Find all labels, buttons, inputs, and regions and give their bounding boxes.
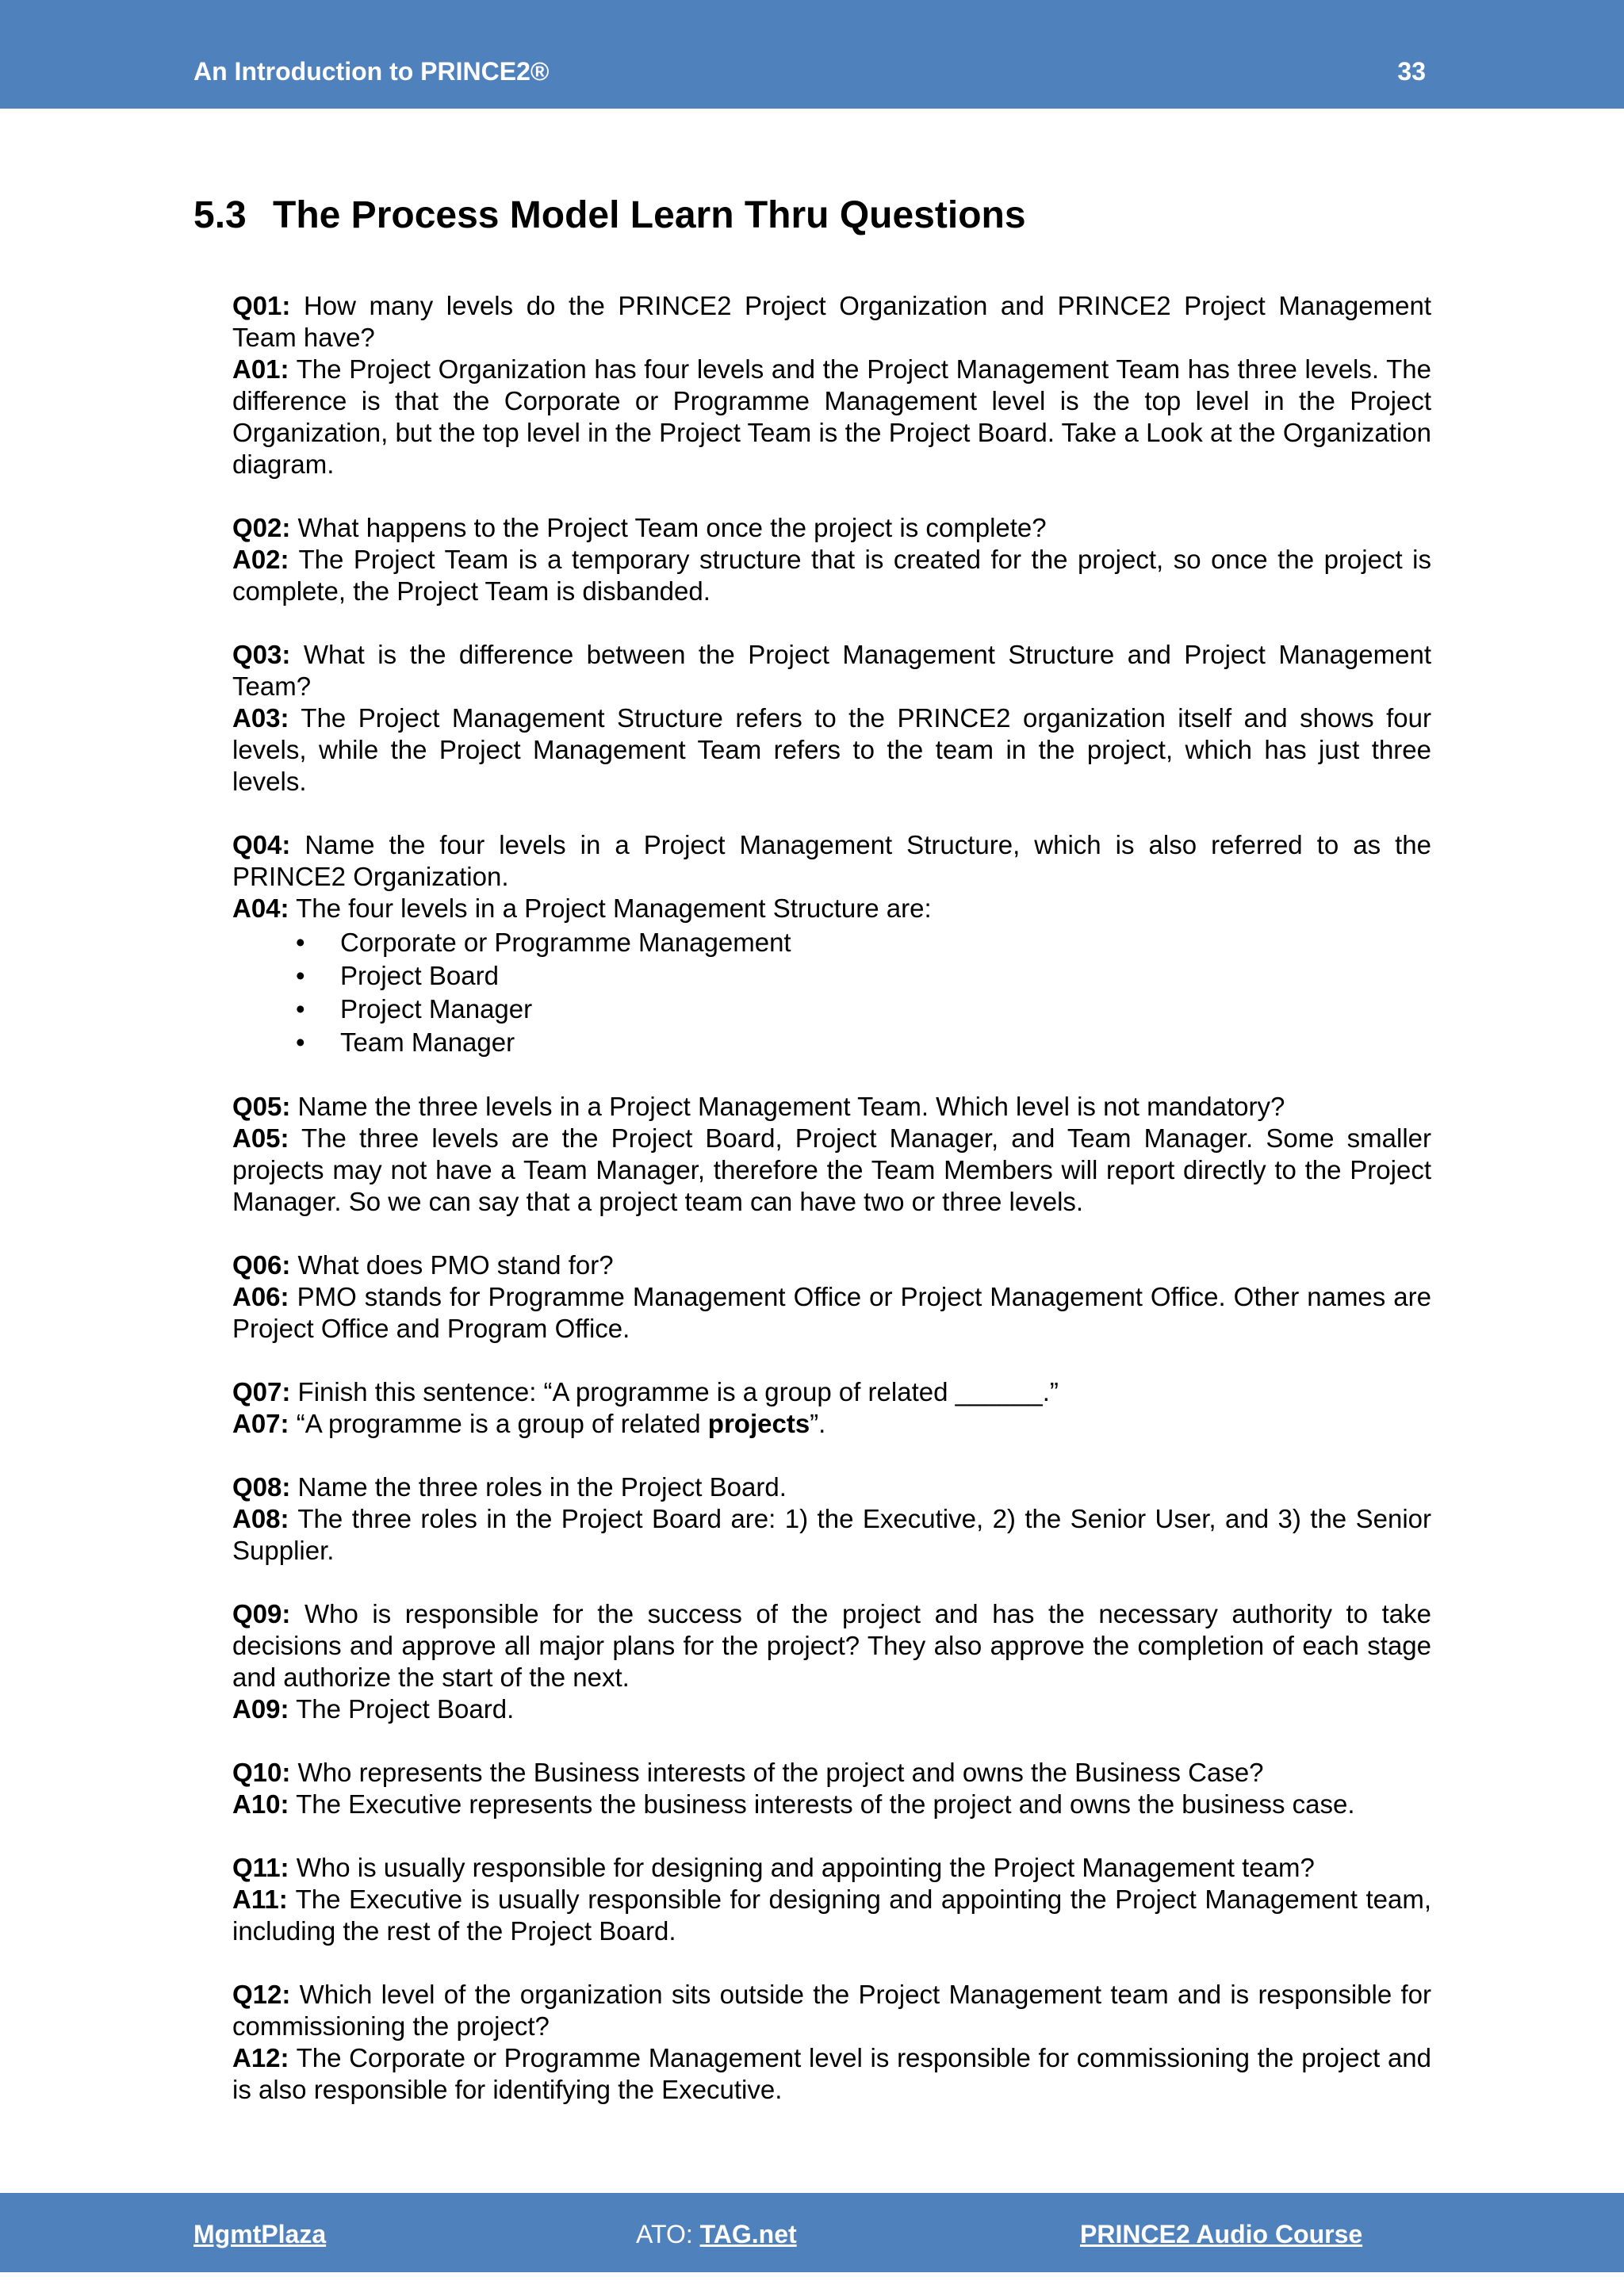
question-02 <box>232 512 1431 544</box>
answer-emphasis: projects <box>707 1409 810 1438</box>
list-item-text: Corporate or Programme Management <box>340 928 791 957</box>
answer-label: A11: <box>232 1885 288 1914</box>
question-text: Who is usually responsible for designing and appointing the Project Management team? <box>296 1853 1315 1882</box>
question-text: Who represents the Business interests of the project and owns the Business Case? <box>297 1758 1264 1787</box>
answer-10 <box>232 1789 1431 1820</box>
answer-label: A07: <box>232 1409 289 1438</box>
ato-credit <box>636 2218 797 2250</box>
question-label: Q07: <box>232 1377 291 1406</box>
answer-text: The Project Team is a temporary structure that is created for the project, so once the project is complete, the Project Team is disbanded. <box>232 545 1431 606</box>
list-item <box>232 1026 1431 1059</box>
question-text: What does PMO stand for? <box>297 1250 614 1280</box>
question-text: Finish this sentence: “A programme is a group of related ______.” <box>297 1377 1059 1406</box>
qa-item-03 <box>232 639 1431 798</box>
question-label: Q03: <box>232 640 291 669</box>
qa-item-07 <box>232 1376 1431 1440</box>
question-label: Q12: <box>232 1980 291 2009</box>
question-03 <box>232 639 1431 702</box>
answer-09 <box>232 1693 1431 1725</box>
answer-04 <box>232 893 1431 924</box>
question-label: Q11: <box>232 1853 289 1882</box>
answer-label: A12: <box>232 2043 289 2072</box>
answer-05 <box>232 1123 1431 1218</box>
header-title: An Introduction to PRINCE2® <box>193 57 550 86</box>
question-text: Which level of the organization sits outside the Project Management team and is responsible for commissioning the project? <box>232 1980 1432 2041</box>
question-text: Who is responsible for the success of the project and has the necessary authority to take decisions and approve all major plans for the project? They also approve the completion of each stage and authorize the start of the next. <box>232 1599 1431 1692</box>
qa-item-06 <box>232 1249 1431 1345</box>
list-item-text: Project Board <box>340 961 499 990</box>
question-09 <box>232 1598 1431 1693</box>
answer-07 <box>232 1408 1431 1440</box>
section-title: The Process Model Learn Thru Questions <box>273 194 1026 236</box>
tag-net-link[interactable]: TAG.net <box>699 2220 797 2248</box>
page-number: 33 <box>1397 57 1426 86</box>
question-text: Name the three levels in a Project Management Team. Which level is not mandatory? <box>297 1092 1285 1121</box>
answer-label: A08: <box>232 1504 289 1533</box>
question-text: Name the four levels in a Project Management Structure, which is also referred to as the PRINCE2 Organization. <box>232 830 1431 891</box>
question-label: Q04: <box>232 830 291 859</box>
section-heading <box>193 192 1026 239</box>
answer-text-before: “A programme is a group of related <box>296 1409 708 1438</box>
answer-label: A06: <box>232 1282 289 1311</box>
prince2-audio-course-link[interactable]: PRINCE2 Audio Course <box>1080 2220 1363 2248</box>
answer-text: PMO stands for Programme Management Office or Project Management Office. Other names are Project Office and Program Office. <box>232 1282 1431 1343</box>
question-text: What happens to the Project Team once the project is complete? <box>297 513 1047 542</box>
question-text: How many levels do the PRINCE2 Project Organization and PRINCE2 Project Management Team have? <box>232 291 1431 352</box>
qa-item-11 <box>232 1852 1431 1947</box>
question-label: Q08: <box>232 1472 291 1502</box>
bullet-icon: • <box>296 928 305 957</box>
question-label: Q06: <box>232 1250 291 1280</box>
answer-text: The three levels are the Project Board, Project Manager, and Team Manager. Some smaller projects may not have a Team Manager, therefore the Team Members will report directly to the Project Manager. So we can say that a project team can have two or three levels. <box>232 1123 1431 1216</box>
list-item <box>232 959 1431 993</box>
answer-12 <box>232 2042 1431 2106</box>
page-footer <box>0 2193 1624 2272</box>
qa-item-04 <box>232 829 1431 1059</box>
answer-text: The Executive is usually responsible for designing and appointing the Project Management team, including the rest of the Project Board. <box>232 1885 1431 1946</box>
answer-label: A01: <box>232 354 289 384</box>
answer-label: A04: <box>232 894 289 923</box>
qa-item-02 <box>232 512 1431 607</box>
qa-item-12 <box>232 1979 1431 2106</box>
answer-11 <box>232 1884 1431 1947</box>
answer-label: A03: <box>232 703 289 733</box>
answer-08 <box>232 1503 1431 1567</box>
answer-text: The Executive represents the business interests of the project and owns the business case. <box>296 1789 1355 1819</box>
answer-label: A05: <box>232 1123 289 1153</box>
question-text: What is the difference between the Project Management Structure and Project Management Team? <box>232 640 1432 701</box>
question-11 <box>232 1852 1431 1884</box>
answer-text: The Project Organization has four levels and the Project Management Team has three levels. The difference is that the Corporate or Programme Management level is the top level in the Project Organization, but the top level in the Project Team is the Project Board. Take a Look at the Organization diagram. <box>232 354 1432 479</box>
qa-item-10 <box>232 1757 1431 1820</box>
ato-prefix: ATO: <box>636 2220 700 2248</box>
page-header <box>0 0 1624 109</box>
question-04 <box>232 829 1431 893</box>
question-label: Q01: <box>232 291 291 320</box>
answer-text: The Project Management Structure refers to the PRINCE2 organization itself and shows four levels, while the Project Management Team refers to the team in the project, which has just three levels. <box>232 703 1431 796</box>
list-item <box>232 926 1431 959</box>
answer-text-after: ”. <box>810 1409 826 1438</box>
answer-06 <box>232 1281 1431 1345</box>
question-text: Name the three roles in the Project Board. <box>297 1472 787 1502</box>
mgmtplaza-link[interactable]: MgmtPlaza <box>193 2220 327 2248</box>
question-08 <box>232 1471 1431 1503</box>
answer-text: The three roles in the Project Board are: 1) the Executive, 2) the Senior User, and 3) the Senior Supplier. <box>232 1504 1432 1565</box>
answer-text: The Project Board. <box>296 1694 515 1724</box>
section-number: 5.3 <box>193 194 247 236</box>
answer-text: The four levels in a Project Management Structure are: <box>296 894 932 923</box>
question-10 <box>232 1757 1431 1789</box>
levels-bullet-list <box>232 926 1431 1059</box>
qa-item-09 <box>232 1598 1431 1725</box>
question-06 <box>232 1249 1431 1281</box>
question-label: Q02: <box>232 513 291 542</box>
question-label: Q05: <box>232 1092 291 1121</box>
bullet-icon: • <box>296 994 305 1024</box>
bullet-icon: • <box>296 961 305 990</box>
question-label: Q09: <box>232 1599 291 1628</box>
question-label: Q10: <box>232 1758 291 1787</box>
question-07 <box>232 1376 1431 1408</box>
bullet-icon: • <box>296 1027 305 1057</box>
answer-02 <box>232 544 1431 607</box>
qa-item-01 <box>232 290 1431 480</box>
qa-item-08 <box>232 1471 1431 1567</box>
list-item-text: Team Manager <box>340 1027 515 1057</box>
question-01 <box>232 290 1431 354</box>
list-item-text: Project Manager <box>340 994 533 1024</box>
answer-label: A09: <box>232 1694 289 1724</box>
qa-list <box>232 290 1431 2137</box>
answer-text: The Corporate or Programme Management level is responsible for commissioning the project and is also responsible for identifying the Executive. <box>232 2043 1431 2104</box>
question-12 <box>232 1979 1431 2042</box>
answer-label: A10: <box>232 1789 289 1819</box>
answer-03 <box>232 702 1431 798</box>
answer-label: A02: <box>232 545 289 574</box>
question-05 <box>232 1091 1431 1123</box>
qa-item-05 <box>232 1091 1431 1218</box>
answer-01 <box>232 354 1431 480</box>
list-item <box>232 993 1431 1026</box>
